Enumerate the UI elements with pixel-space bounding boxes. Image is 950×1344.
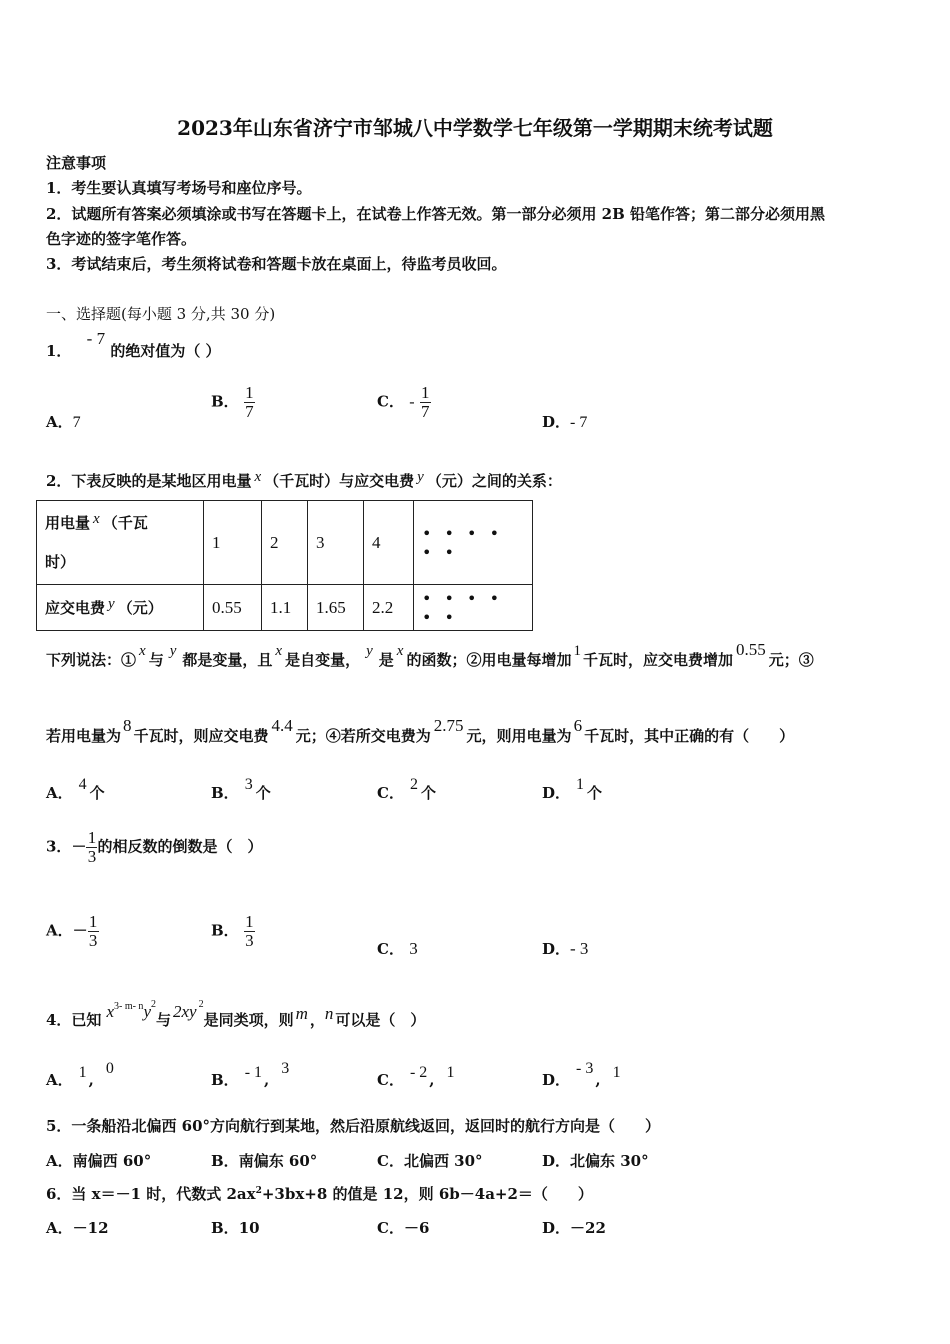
- q1-option-d[interactable]: [542, 411, 587, 432]
- option-value: - 7: [570, 414, 588, 431]
- electricity-table: [36, 500, 533, 631]
- q2-statements-line2: 若用电量为8千瓦时，则应交电费4.4元；④若所交电费为2.75元，则用电量为6千瓦时，其中正确的有（ ）: [46, 716, 795, 745]
- question-number: 1．: [46, 342, 72, 360]
- q5-option-a[interactable]: A．南偏西 60°: [46, 1152, 152, 1170]
- q6-option-d[interactable]: D．－22: [542, 1219, 606, 1237]
- notice-heading: 注意事项: [46, 154, 107, 172]
- q3-option-d[interactable]: D．- 3: [542, 939, 589, 958]
- q4-option-a[interactable]: A． 1 ,0: [46, 1060, 114, 1089]
- table-cell: 1.65: [308, 585, 364, 631]
- option-label: D．: [542, 413, 571, 431]
- question-4: 4．已知 $x^{3- m- n}y^2$与 2xy $^2$是同类项，则 m ，n 可以是（ ）: [46, 999, 426, 1029]
- q6-option-a[interactable]: A．－12: [46, 1219, 109, 1237]
- table-cell-ellipsis: • • • • • •: [414, 501, 533, 585]
- page-title: 2023年山东省济宁市邹城八中学数学七年级第一学期期末统考试题: [177, 116, 773, 140]
- table-cell-ellipsis: • • • • • •: [414, 585, 533, 631]
- fraction: $\frac{1}{7}$: [245, 383, 254, 421]
- q5-option-d[interactable]: D．北偏东 30°: [542, 1152, 649, 1170]
- q2-stem-b: （千瓦时）与应交电费: [264, 472, 415, 490]
- notice-item-2-cont: 色字迹的签字笔作答。: [46, 230, 197, 248]
- q1-stem: 的绝对值为（ ）: [110, 342, 221, 360]
- q5-option-b[interactable]: B．南偏东 60°: [211, 1152, 318, 1170]
- q3-option-c[interactable]: C． 3: [377, 939, 418, 958]
- q2-option-b[interactable]: B． 3 个: [211, 776, 271, 802]
- q6-option-c[interactable]: C．－6: [377, 1219, 430, 1237]
- q2-option-c[interactable]: C． 2 个: [377, 776, 436, 802]
- q1-option-a[interactable]: [46, 411, 81, 432]
- table-cell: 0.55: [204, 585, 262, 631]
- question-5: 5．一条船沿北偏西 60°方向航行到某地，然后沿原航线返回，返回时的航行方向是（ ）: [46, 1117, 661, 1135]
- option-value: 7: [72, 414, 81, 431]
- q2-stem-c: （元）之间的关系：: [426, 472, 562, 490]
- q3-option-b[interactable]: B． $\frac{1}{3}$: [211, 912, 254, 950]
- minus-sign: -: [409, 393, 415, 411]
- question-2: [46, 470, 562, 491]
- table-cell: 1: [204, 501, 262, 585]
- q2-option-d[interactable]: D． 1 个: [542, 776, 603, 802]
- q1-expression: - 7: [86, 329, 106, 348]
- q4-option-b[interactable]: B． - 1 ,3: [211, 1060, 290, 1089]
- q4-option-c[interactable]: C． - 2 , 1: [377, 1064, 455, 1089]
- table-cell: 1.1: [262, 585, 308, 631]
- var-x: x: [254, 469, 262, 485]
- q2-statements-line1: 下列说法：① x 与 y 都是变量，且 x 是自变量， y 是 x 的函数；②用电量每增加 1 千瓦时，应交电费增加0.55元；③: [46, 640, 814, 669]
- q3-option-a[interactable]: A．－ $\frac{1}{3}$: [46, 912, 98, 950]
- section-heading: 一、选择题(每小题 3 分,共 30 分): [46, 305, 276, 323]
- fraction: $\frac{1}{7}$: [421, 383, 430, 421]
- question-6: 6．当 x＝－1 时，代数式 $2ax^2+3bx+8$ 的值是 12，则 6b－4a+2＝（ ）: [46, 1185, 593, 1203]
- question-3: 3．－ $\frac{1}{3}$ 的相反数的倒数是（ ）: [46, 828, 263, 866]
- option-label: A．: [46, 413, 73, 431]
- table-cell: 2: [262, 501, 308, 585]
- q5-option-c[interactable]: C．北偏西 30°: [377, 1152, 483, 1170]
- notice-item-3: 3．考试结束后，考生须将试卷和答题卡放在桌面上，待监考员收回。: [46, 255, 507, 273]
- q1-option-b[interactable]: [211, 384, 255, 421]
- table-header-usage: 用电量 x （千瓦 时）: [37, 501, 204, 585]
- q1-option-c[interactable]: [377, 384, 431, 421]
- option-label: B．: [211, 392, 239, 411]
- table-cell: 4: [364, 501, 414, 585]
- q2-stem-a: 2．下表反映的是某地区用电量: [46, 472, 252, 490]
- notice-item-2: 2．试题所有答案必须填涂或书写在答题卡上，在试卷上作答无效。第一部分必须用 2B 铅笔作答；第二部分必须用黑: [46, 205, 826, 223]
- var-y: y: [417, 469, 424, 485]
- table-cell: 2.2: [364, 585, 414, 631]
- q2-option-a[interactable]: A． 4 个: [46, 776, 105, 802]
- q4-option-d[interactable]: D．- 3, 1: [542, 1060, 621, 1089]
- q6-option-b[interactable]: B．10: [211, 1219, 260, 1237]
- table-cell: 3: [308, 501, 364, 585]
- fraction: $\frac{1}{3}$: [87, 828, 97, 866]
- option-label: C．: [377, 392, 404, 411]
- table-header-fee: 应交电费 y （元）: [37, 585, 204, 631]
- question-1: [46, 329, 221, 361]
- notice-item-1: 1．考生要认真填写考场号和座位序号。: [46, 179, 312, 197]
